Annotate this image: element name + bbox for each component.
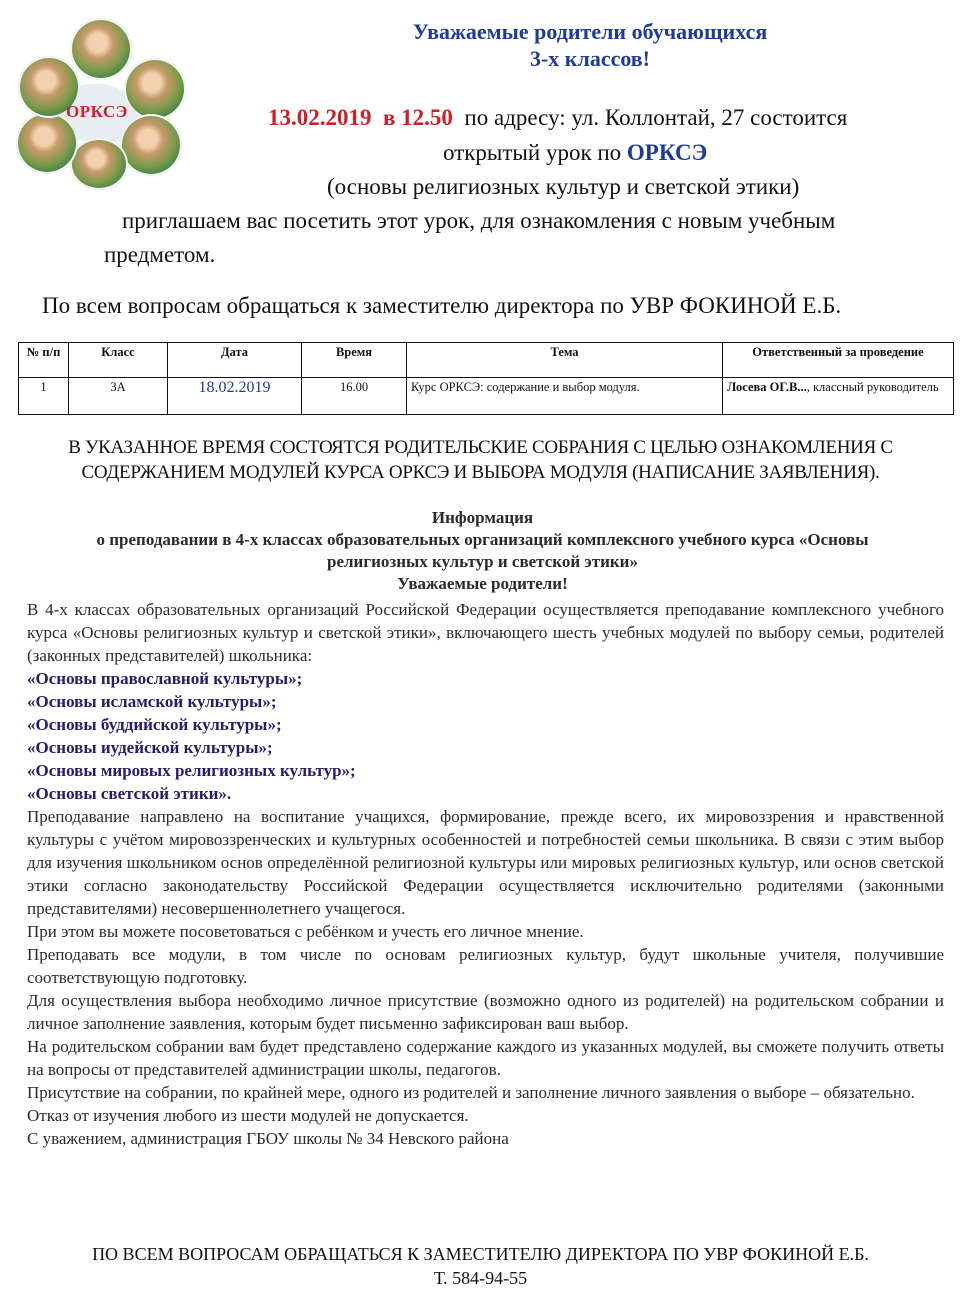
meeting-notice-line-1: В УКАЗАННОЕ ВРЕМЯ СОСТОЯТСЯ РОДИТЕЛЬСКИЕ СОБРАНИЯ С ЦЕЛЬЮ ОЗНАКОМЛЕНИЯ С [68,437,893,458]
subject-full-name: (основы религиозных культур и светской этики) [327,174,800,199]
announcement-line-1 [268,101,948,135]
module-item: «Основы иудейской культуры»; [27,738,273,757]
intro-text: В 4-х классах образовательных организаций Российской Федерации осуществляется преподавание комплексного учебного курса «Основы религиозных культур и светской этики», включающего шесть учебных модулей по выбору семьи, родителей (законных представителей) школьника: [27,600,944,665]
col-header-topic: Тема [407,343,723,378]
body-paragraph: Преподавание направлено на воспитание учащихся, формирование, прежде всего, их мировоззрения и нравственной культуры с учётом мировоззренческих и культурных особенностей и потребностей семьи школьника. В связи с этим выбор для изучения школьником основ определённой религиозной культуры или мировых религиозных культур, или основ светской этики согласно законодательству Российской Федерации осуществляется исключительно родителями (законными представителями) несовершеннолетнего учащегося. [27,807,944,918]
body-paragraph: Преподавать все модули, в том числе по основам религиозных культур, будут школьные учителя, получившие соответствующую подготовку. [27,945,944,987]
module-item: «Основы православной культуры»; [27,669,303,688]
announcement-line-2 [443,136,707,170]
footer-phone: Т. 584-94-55 [433,1268,528,1288]
contact-line: По всем вопросам обращаться к заместителю директора по УВР ФОКИНОЙ Е.Б. [42,293,842,318]
cell-date: 18.02.2019 [168,378,302,415]
meeting-notice [10,435,951,485]
cell-topic: Курс ОРКСЭ: содержание и выбор модуля. [407,378,723,415]
responsible-role: , классный руководитель [806,380,939,394]
table-header-row [19,343,954,378]
body-paragraph: Для осуществления выбора необходимо личное присутствие (возможно одного из родителей) на родительском собрании и личное заполнение заявления, которым будет письменно зафиксирован ваш выбор. [27,991,944,1033]
logo-label: ОРКСЭ [66,102,128,121]
col-header-date: Дата [168,343,302,378]
body-paragraph: Присутствие на собрании, по крайней мере, одного из родителей и заполнение личного заявления о выборе – обязательно. [27,1083,915,1102]
cell-class: 3А [69,378,168,415]
module-item: «Основы мировых религиозных культур»; [27,761,356,780]
body-paragraph: При этом вы можете посоветоваться с ребёнком и учесть его личное мнение. [27,922,584,941]
info-body [27,805,944,1150]
body-paragraph: Отказ от изучения любого из шести модулей не допускается. [27,1106,469,1125]
greeting: Уважаемые родители! [397,574,568,593]
title-line-2: 3-х классов! [529,46,651,71]
invite-line-2: предметом. [104,242,216,267]
body-paragraph: На родительском собрании вам будет представлено содержание каждого из указанных модулей, вы сможете получить ответы на вопросы от представителей администрации школы, педагогов. [27,1037,944,1079]
event-date: 13.02.2019 [268,105,372,130]
event-address: по адресу: ул. Коллонтай, 27 состоится [464,105,848,130]
info-subheading-line-1: о преподавании в 4-х классах образовательных организаций комплексного учебного курса «Основы [96,530,869,549]
info-subheading-line-2: религиозных культур и светской этики» [327,552,638,571]
cell-number: 1 [19,378,69,415]
col-header-class: Класс [69,343,168,378]
col-header-number: № п/п [19,343,69,378]
module-item: «Основы буддийской культуры»; [27,715,282,734]
cell-time: 16.00 [302,378,407,415]
responsible-name: Лосева ОГ.В... [727,380,807,394]
col-header-responsible: Ответственный за проведение [723,343,954,378]
modules-list [27,667,727,805]
module-item: «Основы светской этики». [27,784,232,803]
footer-contact [10,1242,951,1290]
title-line-1: Уважаемые родители обучающихся [412,19,768,44]
orkse-logo [12,14,182,189]
footer-contact-line: ПО ВСЕМ ВОПРОСАМ ОБРАЩАТЬСЯ К ЗАМЕСТИТЕЛЮ ДИРЕКТОРА ПО УВР ФОКИНОЙ Е.Б. [92,1244,869,1264]
info-heading: Информация [431,508,534,527]
photo-circle [124,58,186,120]
photo-circle [120,114,182,176]
signature: С уважением, администрация ГБОУ школы № 34 Невского района [27,1129,509,1148]
meeting-notice-line-2: СОДЕРЖАНИЕМ МОДУЛЕЙ КУРСА ОРКСЭ И ВЫБОРА МОДУЛЯ (НАПИСАНИЕ ЗАЯВЛЕНИЯ). [81,462,880,483]
module-item: «Основы исламской культуры»; [27,692,277,711]
schedule-table [18,342,954,415]
cell-responsible [723,378,954,415]
page-title [250,18,930,72]
intro-paragraph [27,598,944,667]
photo-circle [70,138,128,190]
info-heading-block [20,507,945,595]
subject-name: ОРКСЭ [626,140,708,165]
table-row [19,378,954,415]
invite-line-1: приглашаем вас посетить этот урок, для ознакомления с новым учебным [122,208,836,233]
photo-circle [70,18,132,80]
event-time: в 12.50 [383,105,453,130]
lesson-prefix: открытый урок по [443,140,622,165]
col-header-time: Время [302,343,407,378]
